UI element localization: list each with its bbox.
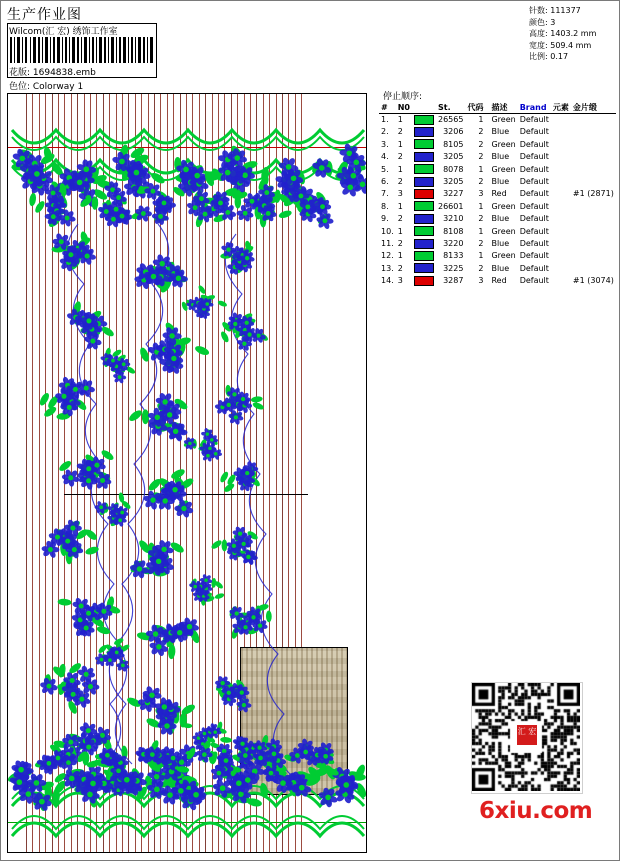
- design-file-label: 花版: 1694838.emb: [9, 68, 96, 78]
- row-index: 7.: [381, 189, 389, 199]
- row-foil: [571, 238, 616, 250]
- color-swatch: [412, 114, 436, 127]
- row-index: 9.: [381, 214, 389, 224]
- table-row: [379, 176, 616, 188]
- thread-color-chip: [414, 239, 434, 249]
- table-row: [379, 164, 616, 176]
- row-brand: Default: [519, 226, 549, 236]
- row-description: Blue: [491, 239, 510, 249]
- row-needle: 2: [478, 152, 484, 162]
- row-needle: 2: [478, 263, 484, 273]
- row-stitch-count: 3220: [443, 239, 464, 249]
- stat-stitches: 针数: 111377: [529, 6, 581, 15]
- table-row: [379, 126, 616, 138]
- row-foil: [571, 176, 616, 188]
- col-number: N0: [397, 103, 410, 112]
- design-canvas: [7, 93, 367, 853]
- row-element: [551, 250, 571, 262]
- row-foil: [571, 201, 616, 213]
- row-foil: #1 (2871): [572, 189, 614, 199]
- color-swatch: [412, 139, 436, 151]
- site-logo: 6xiu.com: [479, 798, 593, 824]
- row-foil: [571, 263, 616, 275]
- row-needle: 2: [478, 127, 484, 137]
- row-brand: Default: [519, 139, 549, 149]
- row-foil: [571, 126, 616, 138]
- row-number: 2: [397, 263, 403, 273]
- row-stitch-count: 3205: [443, 152, 464, 162]
- row-description: Green: [491, 251, 516, 261]
- page-title: 生产作业图: [7, 7, 82, 23]
- col-foil: 金片缎: [571, 102, 616, 114]
- thread-color-chip: [414, 177, 434, 187]
- color-swatch: [412, 151, 436, 163]
- col-desc: 描述: [489, 102, 517, 114]
- row-element: [551, 188, 571, 200]
- row-stitch-count: 8078: [443, 164, 464, 174]
- thread-color-chip: [414, 127, 434, 137]
- table-row: [379, 213, 616, 225]
- thread-color-chip: [414, 201, 434, 211]
- row-number: 2: [397, 127, 403, 137]
- row-stitch-count: 8108: [443, 226, 464, 236]
- row-element: [551, 226, 571, 238]
- table-header-row: [379, 102, 616, 114]
- row-brand: Default: [519, 127, 549, 137]
- row-number: 1: [397, 115, 403, 124]
- row-description: Blue: [491, 214, 510, 224]
- row-index: 14.: [381, 276, 394, 286]
- row-brand: Default: [519, 115, 549, 124]
- stat-height: 高度: 1403.2 mm: [529, 29, 597, 38]
- row-description: Green: [491, 226, 516, 236]
- row-needle: 1: [478, 251, 484, 261]
- color-swatch: [412, 164, 436, 176]
- thread-color-chip: [414, 139, 434, 149]
- row-index: 4.: [381, 152, 389, 162]
- stop-sequence-table: [379, 102, 616, 288]
- row-number: 2: [397, 177, 403, 187]
- table-row: [379, 188, 616, 200]
- row-element: [551, 263, 571, 275]
- row-foil: [571, 164, 616, 176]
- row-element: [551, 114, 571, 127]
- row-number: 3: [397, 276, 403, 286]
- row-stitch-count: 3287: [443, 276, 464, 286]
- row-description: Red: [491, 189, 507, 199]
- row-number: 1: [397, 139, 403, 149]
- thread-color-chip: [414, 115, 434, 125]
- row-needle: 2: [478, 214, 484, 224]
- col-stitches: St.: [436, 102, 465, 114]
- row-description: Blue: [491, 152, 510, 162]
- row-index: 3.: [381, 139, 389, 149]
- row-stitch-count: 3210: [443, 214, 464, 224]
- table-row: [379, 263, 616, 275]
- row-needle: 1: [478, 201, 484, 211]
- thread-color-chip: [414, 189, 434, 199]
- stat-scale: 比例: 0.17: [529, 52, 569, 61]
- table-row: [379, 238, 616, 250]
- thread-color-chip: [414, 276, 434, 286]
- row-foil: [571, 226, 616, 238]
- col-code: 代码: [465, 102, 489, 114]
- row-element: [551, 201, 571, 213]
- row-foil: [571, 151, 616, 163]
- row-brand: Default: [519, 239, 549, 249]
- col-element: 元素: [552, 103, 569, 112]
- row-index: 10.: [381, 226, 394, 236]
- row-element: [551, 275, 571, 287]
- row-needle: 1: [478, 164, 484, 174]
- row-brand: Default: [519, 164, 549, 174]
- thread-color-chip: [414, 214, 434, 224]
- thread-color-chip: [414, 226, 434, 236]
- row-index: 8.: [381, 201, 389, 211]
- color-swatch: [412, 176, 436, 188]
- row-index: 5.: [381, 164, 389, 174]
- row-needle: 2: [478, 177, 484, 187]
- row-number: 3: [397, 189, 403, 199]
- row-stitch-count: 3205: [443, 177, 464, 187]
- row-description: Blue: [491, 177, 510, 187]
- row-stitch-count: 3225: [443, 263, 464, 273]
- color-swatch: [412, 238, 436, 250]
- col-index: #: [379, 102, 396, 114]
- row-needle: 3: [478, 189, 484, 199]
- row-element: [551, 176, 571, 188]
- table-row: [379, 201, 616, 213]
- row-index: 2.: [381, 127, 389, 137]
- stop-sequence-title: 停止顺序:: [383, 92, 423, 102]
- row-number: 1: [397, 164, 403, 174]
- row-brand: Default: [519, 152, 549, 162]
- row-element: [551, 238, 571, 250]
- embroidery-artwork: [8, 94, 366, 852]
- table-row: [379, 226, 616, 238]
- row-description: Green: [491, 115, 516, 124]
- row-brand: Default: [519, 177, 549, 187]
- row-description: Blue: [491, 127, 510, 137]
- row-number: 2: [397, 239, 403, 249]
- table-row: [379, 275, 616, 287]
- table-row: [379, 114, 616, 127]
- row-number: 1: [397, 201, 403, 211]
- row-foil: [571, 139, 616, 151]
- studio-label: Wilcom(汇 宏) 绣饰工作室: [9, 27, 118, 37]
- row-index: 12.: [381, 251, 394, 261]
- table-row: [379, 139, 616, 151]
- row-stitch-count: 8105: [443, 139, 464, 149]
- row-foil: [571, 213, 616, 225]
- row-index: 11.: [381, 239, 394, 249]
- row-brand: Default: [519, 276, 549, 286]
- row-foil: [571, 250, 616, 262]
- table-row: [379, 250, 616, 262]
- color-swatch: [412, 250, 436, 262]
- row-number: 2: [397, 214, 403, 224]
- thread-color-chip: [414, 263, 434, 273]
- row-element: [551, 151, 571, 163]
- row-needle: 2: [478, 139, 484, 149]
- row-needle: 1: [478, 115, 484, 124]
- col-brand: Brand: [518, 102, 551, 114]
- barcode: [9, 37, 155, 63]
- row-description: Green: [491, 164, 516, 174]
- row-element: [551, 213, 571, 225]
- row-brand: Default: [519, 263, 549, 273]
- color-swatch: [412, 226, 436, 238]
- color-swatch: [412, 201, 436, 213]
- row-description: Red: [491, 276, 507, 286]
- stat-width: 宽度: 509.4 mm: [529, 40, 592, 50]
- thread-color-chip: [414, 251, 434, 261]
- row-element: [551, 139, 571, 151]
- row-stitch-count: 3206: [443, 127, 464, 137]
- colorway-label: 色位: Colorway 1: [9, 82, 84, 92]
- row-brand: Default: [519, 214, 549, 224]
- color-swatch: [412, 126, 436, 138]
- row-number: 2: [397, 152, 403, 162]
- color-swatch: [412, 213, 436, 225]
- row-description: Green: [491, 201, 516, 211]
- color-swatch: [412, 263, 436, 275]
- row-brand: Default: [519, 251, 549, 261]
- row-index: 6.: [381, 177, 389, 187]
- row-stitch-count: 26565: [438, 115, 464, 124]
- row-foil: [571, 114, 616, 127]
- color-swatch: [412, 275, 436, 287]
- row-needle: 2: [478, 239, 484, 249]
- row-brand: Default: [519, 201, 549, 211]
- row-stitch-count: 8133: [443, 251, 464, 261]
- row-description: Blue: [491, 263, 510, 273]
- row-index: 13.: [381, 263, 394, 273]
- row-needle: 1: [478, 226, 484, 236]
- color-swatch: [412, 188, 436, 200]
- row-brand: Default: [519, 189, 549, 199]
- row-stitch-count: 3227: [443, 189, 464, 199]
- thread-color-chip: [414, 164, 434, 174]
- row-number: 1: [397, 226, 403, 236]
- row-stitch-count: 26601: [438, 201, 464, 211]
- row-foil: #1 (3074): [572, 276, 614, 286]
- stat-colors: 颜色: 3: [529, 17, 556, 27]
- col-swatch: [412, 102, 436, 114]
- table-row: [379, 151, 616, 163]
- qr-center-logo: 汇 宏: [515, 723, 539, 747]
- row-element: [551, 126, 571, 138]
- row-number: 1: [397, 251, 403, 261]
- design-stats: [529, 5, 617, 63]
- row-needle: 3: [478, 276, 484, 286]
- row-element: [551, 164, 571, 176]
- row-index: 1.: [381, 115, 389, 124]
- thread-color-chip: [414, 152, 434, 162]
- row-description: Green: [491, 139, 516, 149]
